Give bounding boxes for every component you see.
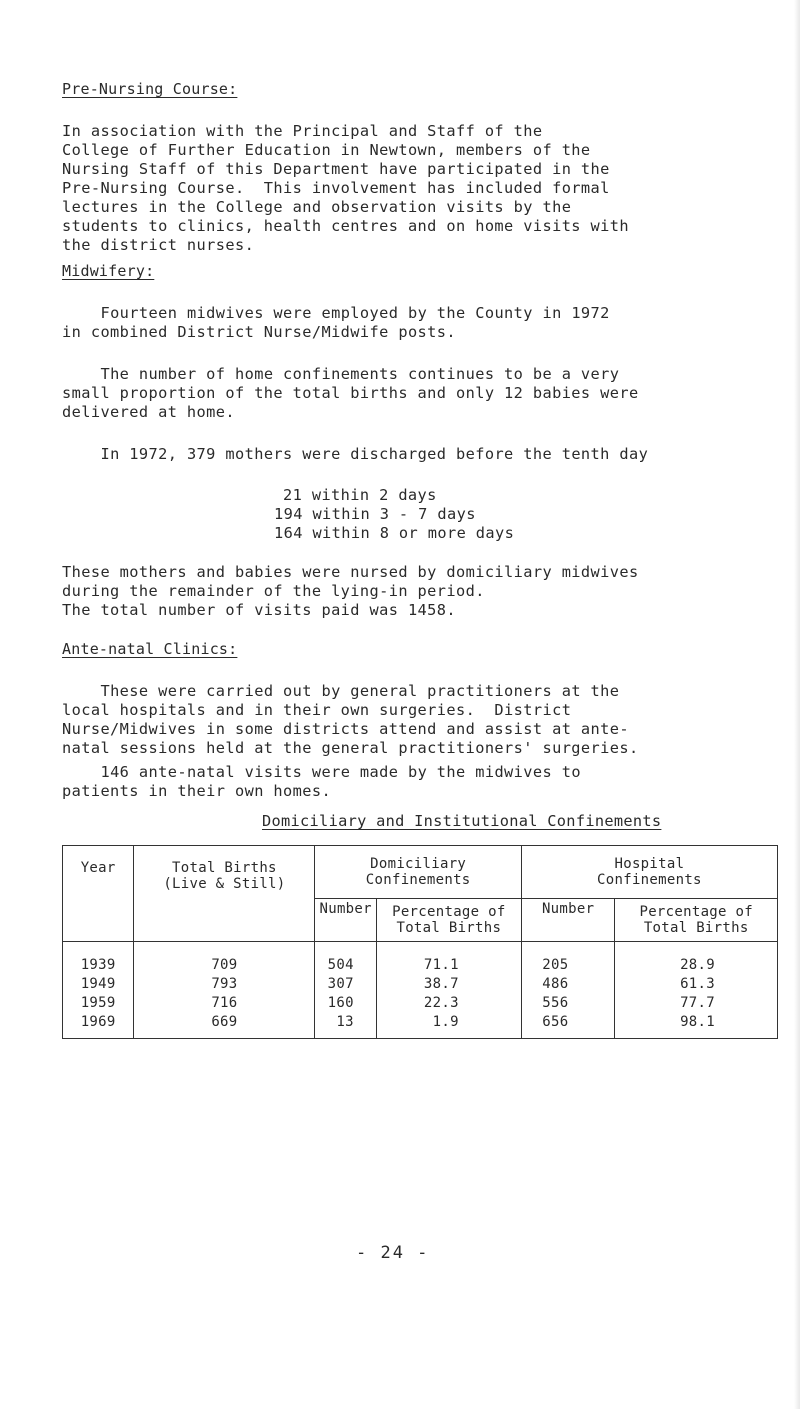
cell-hosp-pct: 98.1 [615, 1013, 778, 1039]
cell-total: 716 [134, 994, 315, 1013]
page-edge-shadow [794, 0, 800, 1409]
cell-hosp-number: 656 [521, 1013, 615, 1039]
cell-dom-number: 504 [315, 942, 376, 976]
cell-total: 709 [134, 942, 315, 976]
antenatal-paragraph-1: These were carried out by general practitioners at the local hospitals and in their own surgeries. District Nurse/Midwives in some districts attend and assist at ante- natal sessions held at the general practitioners' surgeries. [62, 682, 639, 757]
cell-dom-pct: 1.9 [376, 1013, 521, 1039]
table-row [63, 1013, 778, 1039]
antenatal-heading: Ante-natal Clinics: [62, 640, 238, 658]
header-dom-number: Number [315, 899, 376, 942]
table-title: Domiciliary and Institutional Confinements [262, 812, 662, 830]
header-dom-percentage: Percentage of Total Births [376, 899, 521, 942]
table-row [63, 942, 778, 976]
cell-dom-pct: 22.3 [376, 994, 521, 1013]
discharge-item: 21 within 2 days [283, 486, 437, 504]
cell-year: 1949 [63, 975, 134, 994]
header-hospital: Hospital Confinements [521, 846, 777, 899]
page-number: - 24 - [356, 1243, 430, 1263]
midwifery-paragraph-4: These mothers and babies were nursed by domiciliary midwives during the remainder of the lying-in period. The total number of visits paid was 1458. [62, 563, 639, 619]
header-total-births: Total Births (Live & Still) [134, 846, 315, 942]
discharge-item: 194 within 3 - 7 days [274, 505, 476, 523]
midwifery-paragraph-3: In 1972, 379 mothers were discharged before the tenth day [62, 445, 649, 463]
discharge-item: 164 within 8 or more days [274, 524, 515, 542]
cell-year: 1969 [63, 1013, 134, 1039]
midwifery-paragraph-1: Fourteen midwives were employed by the County in 1972 in combined District Nurse/Midwife posts. [62, 304, 610, 341]
discharge-list [274, 486, 514, 543]
cell-hosp-pct: 28.9 [615, 942, 778, 976]
cell-dom-pct: 38.7 [376, 975, 521, 994]
cell-hosp-pct: 77.7 [615, 994, 778, 1013]
cell-dom-number: 307 [315, 975, 376, 994]
header-domiciliary: Domiciliary Confinements [315, 846, 521, 899]
cell-hosp-number: 486 [521, 975, 615, 994]
midwifery-paragraph-2: The number of home confinements continues to be a very small proportion of the total births and only 12 babies were delivered at home. [62, 365, 639, 421]
cell-dom-number: 13 [315, 1013, 376, 1039]
cell-total: 793 [134, 975, 315, 994]
cell-dom-number: 160 [315, 994, 376, 1013]
prenursing-heading: Pre-Nursing Course: [62, 80, 238, 98]
cell-year: 1959 [63, 994, 134, 1013]
cell-hosp-pct: 61.3 [615, 975, 778, 994]
table-row [63, 994, 778, 1013]
table-row [63, 975, 778, 994]
midwifery-heading: Midwifery: [62, 262, 155, 280]
antenatal-paragraph-2: 146 ante-natal visits were made by the midwives to patients in their own homes. [62, 763, 581, 800]
cell-total: 669 [134, 1013, 315, 1039]
header-hosp-percentage: Percentage of Total Births [615, 899, 778, 942]
confinements-table [62, 845, 778, 1039]
header-year: Year [63, 846, 134, 942]
cell-year: 1939 [63, 942, 134, 976]
cell-hosp-number: 205 [521, 942, 615, 976]
cell-hosp-number: 556 [521, 994, 615, 1013]
header-hosp-number: Number [521, 899, 615, 942]
cell-dom-pct: 71.1 [376, 942, 521, 976]
prenursing-paragraph: In association with the Principal and Staff of the College of Further Education in Newtown, members of the Nursing Staff of this Department have participated in the Pre-Nursing Course. This involvement has included formal lectures in the College and observation visits by the students to clinics, health centres and on home visits with the district nurses. [62, 122, 629, 254]
